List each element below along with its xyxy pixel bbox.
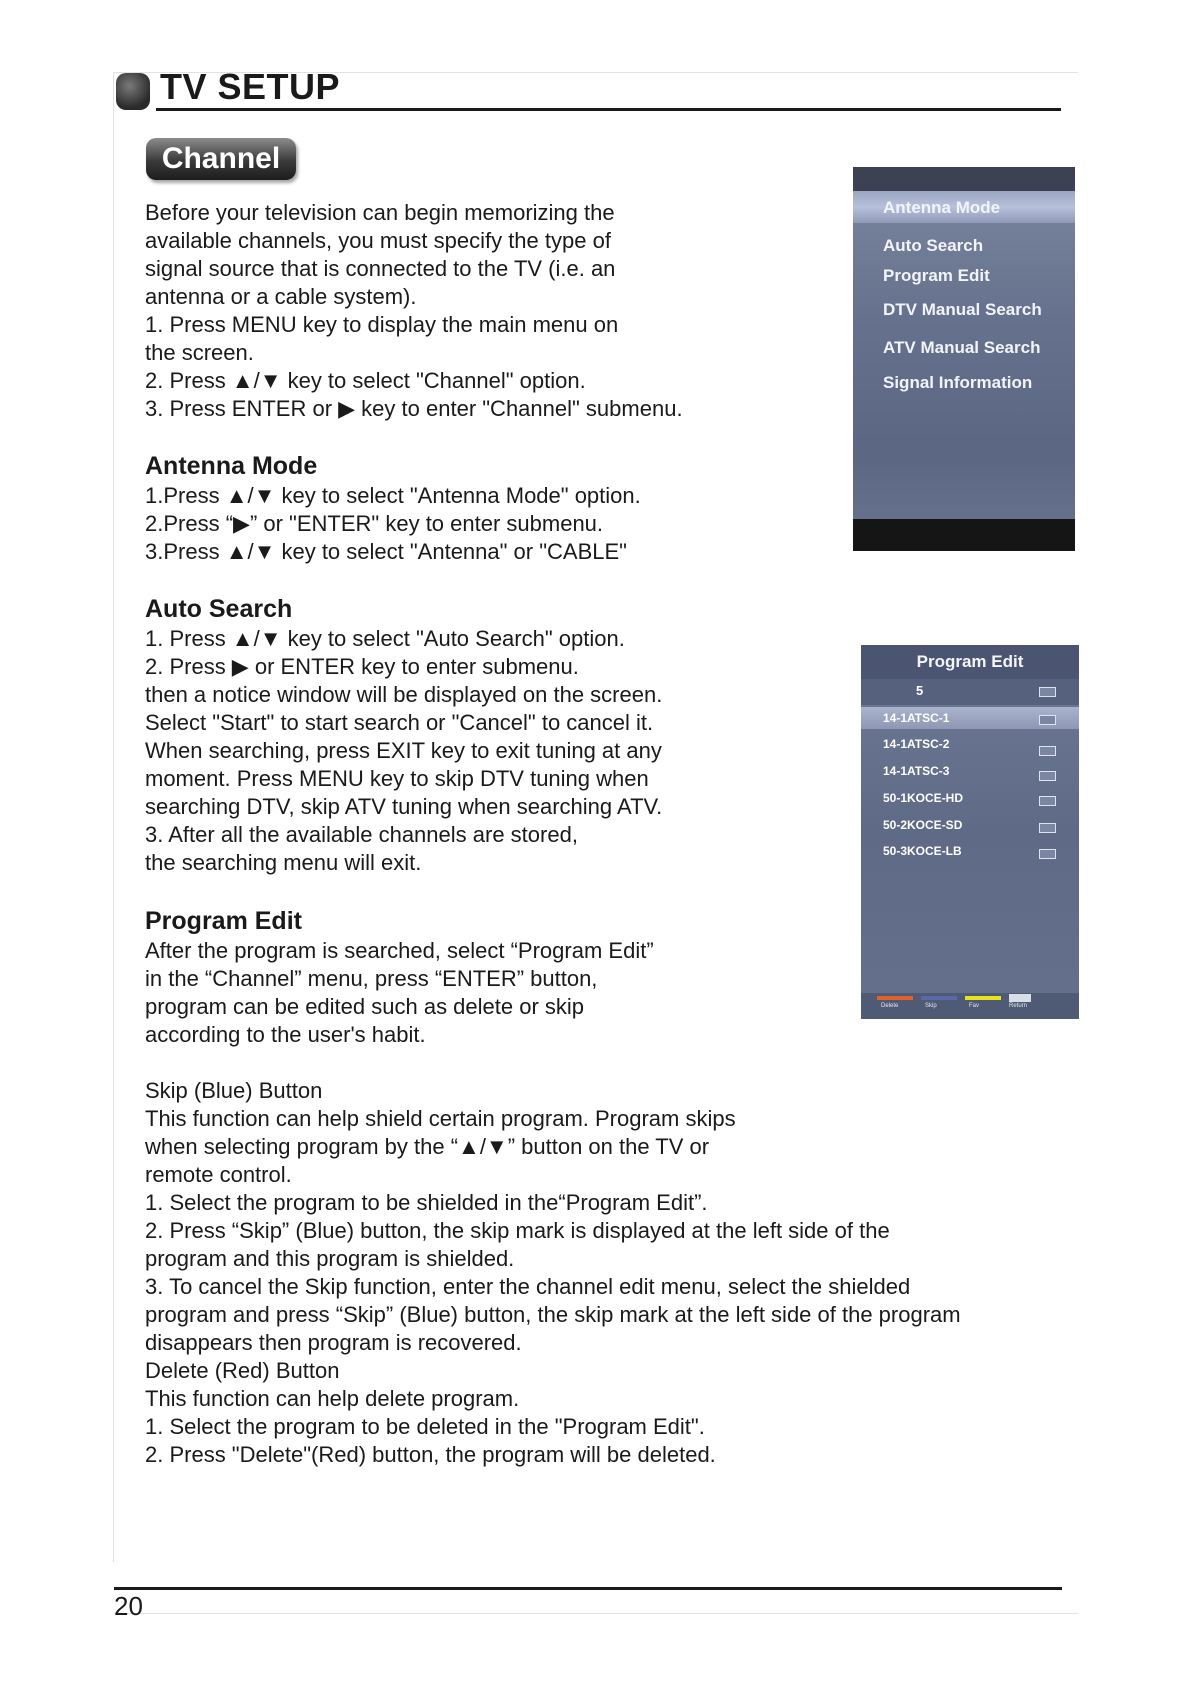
program-edit-menu-title: Program Edit — [861, 645, 1079, 679]
auto-search-line: searching DTV, skip ATV tuning when searching ATV. — [145, 794, 663, 819]
program-edit-line: After the program is searched, select “Program Edit” — [145, 938, 654, 963]
program-edit-heading: Program Edit — [145, 907, 302, 935]
intro-text — [145, 199, 775, 423]
page-title: TV SETUP — [160, 66, 341, 107]
intro-line: 2. Press ▲/▼ key to select "Channel" option. — [145, 368, 586, 393]
antenna-mode-text — [145, 482, 775, 566]
atv-tag-icon — [1039, 687, 1056, 697]
auto-search-heading: Auto Search — [145, 595, 293, 623]
header-rule — [156, 108, 1061, 111]
skip-delete-line: remote control. — [145, 1162, 292, 1187]
delete-color-bar — [877, 996, 913, 1000]
menu-item-program-edit: Program Edit — [883, 266, 990, 285]
intro-line: antenna or a cable system). — [145, 284, 417, 309]
program-edit-line: program can be edited such as delete or skip — [145, 994, 585, 1019]
intro-line: Before your television can begin memorizing the — [145, 200, 615, 225]
menu-bottom-bar — [853, 519, 1075, 551]
skip-delete-line: 1. Select the program to be deleted in the "Program Edit". — [145, 1414, 705, 1439]
intro-line: signal source that is connected to the TV (i.e. an — [145, 256, 616, 281]
skip-delete-line: program and this program is shielded. — [145, 1246, 515, 1271]
skip-delete-line: Delete (Red) Button — [145, 1358, 340, 1383]
legend-skip: Skip — [925, 1003, 937, 1009]
program-number: 5 — [916, 683, 924, 698]
skip-delete-line: 3. To cancel the Skip function, enter the channel edit menu, select the shielded — [145, 1274, 911, 1299]
intro-line: 1. Press MENU key to display the main menu on — [145, 312, 619, 337]
intro-line: available channels, you must specify the type of — [145, 228, 611, 253]
skip-delete-line: 2. Press “Skip” (Blue) button, the skip mark is displayed at the left side of the — [145, 1218, 890, 1243]
intro-line: 3. Press ENTER or ▶ key to enter "Channel" submenu. — [145, 396, 683, 421]
skip-delete-line: 1. Select the program to be shielded in the“Program Edit”. — [145, 1190, 708, 1215]
legend-fav: Fav — [969, 1003, 980, 1009]
menu-top-bar — [853, 167, 1075, 191]
menu-item-atv-manual-search: ATV Manual Search — [883, 338, 1041, 357]
skip-color-bar — [921, 996, 957, 1000]
program-row: 50-1KOCE-HD — [883, 791, 964, 805]
skip-delete-line: This function can help delete program. — [145, 1386, 520, 1411]
program-edit-line: in the “Channel” menu, press “ENTER” button, — [145, 966, 598, 991]
program-edit-screenshot — [861, 645, 1079, 1019]
menu-item-dtv-manual-search: DTV Manual Search — [883, 300, 1042, 319]
program-row: 14-1ATSC-1 — [883, 711, 950, 725]
dtv-tag-icon — [1039, 746, 1056, 756]
menu-item-antenna-mode: Antenna Mode — [883, 198, 1001, 217]
program-edit-text — [145, 937, 775, 1049]
menu-item-auto-search: Auto Search — [883, 236, 984, 255]
dtv-tag-icon — [1039, 796, 1056, 806]
page-number: 20 — [114, 1591, 143, 1621]
page-frame-bottom — [114, 1613, 1078, 1614]
program-row: 50-2KOCE-SD — [883, 818, 963, 832]
header-bullet-icon — [116, 73, 150, 110]
dtv-tag-icon — [1039, 715, 1056, 725]
auto-search-line: the searching menu will exit. — [145, 850, 422, 875]
legend-delete: Delete — [881, 1003, 899, 1009]
auto-search-line: moment. Press MENU key to skip DTV tuning when — [145, 766, 649, 791]
auto-search-line: 1. Press ▲/▼ key to select "Auto Search" option. — [145, 626, 625, 651]
dtv-tag-icon — [1039, 849, 1056, 859]
intro-line: the screen. — [145, 340, 254, 365]
auto-search-line: 2. Press ▶ or ENTER key to enter submenu. — [145, 654, 579, 679]
dtv-tag-icon — [1039, 823, 1056, 833]
skip-delete-line: program and press “Skip” (Blue) button, the skip mark at the left side of the program — [145, 1302, 961, 1327]
section-badge: Channel — [146, 138, 296, 180]
antenna-mode-heading: Antenna Mode — [145, 452, 318, 480]
dtv-tag-icon — [1039, 771, 1056, 781]
skip-delete-line: This function can help shield certain program. Program skips — [145, 1106, 736, 1131]
legend-return: Return — [1009, 1003, 1028, 1009]
auto-search-text — [145, 625, 775, 877]
skip-delete-text — [145, 1077, 1045, 1469]
auto-search-line: then a notice window will be displayed on the screen. — [145, 682, 663, 707]
antenna-mode-line: 3.Press ▲/▼ key to select "Antenna" or "CABLE" — [145, 539, 627, 564]
program-row: 14-1ATSC-2 — [883, 737, 950, 751]
antenna-mode-line: 1.Press ▲/▼ key to select "Antenna Mode" option. — [145, 483, 641, 508]
footer-rule — [114, 1587, 1062, 1590]
auto-search-line: Select "Start" to start search or "Cancel" to cancel it. — [145, 710, 654, 735]
menu-item-signal-information: Signal Information — [883, 373, 1033, 392]
channel-menu-screenshot — [853, 167, 1075, 551]
skip-delete-line: when selecting program by the “▲/▼” button on the TV or — [145, 1134, 710, 1159]
page-frame-left — [113, 72, 114, 1562]
antenna-mode-line: 2.Press “▶” or "ENTER" key to enter submenu. — [145, 511, 604, 536]
skip-delete-line: 2. Press "Delete"(Red) button, the program will be deleted. — [145, 1442, 716, 1467]
skip-delete-line: Skip (Blue) Button — [145, 1078, 323, 1103]
fav-color-bar — [965, 996, 1001, 1000]
program-edit-line: according to the user's habit. — [145, 1022, 426, 1047]
menu-key-icon — [1009, 994, 1031, 1002]
auto-search-line: 3. After all the available channels are stored, — [145, 822, 578, 847]
skip-delete-line: disappears then program is recovered. — [145, 1330, 522, 1355]
program-row: 14-1ATSC-3 — [883, 764, 950, 778]
program-row: 50-3KOCE-LB — [883, 844, 962, 858]
auto-search-line: When searching, press EXIT key to exit tuning at any — [145, 738, 662, 763]
